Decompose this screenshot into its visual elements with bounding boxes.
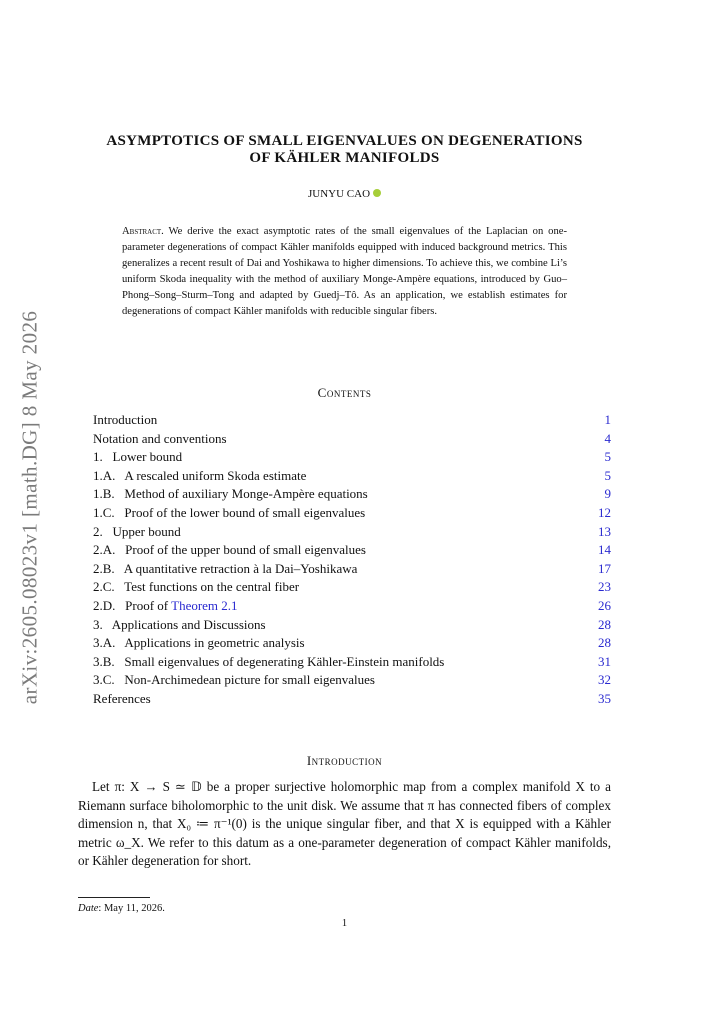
toc-page-link[interactable]: 31 [598,653,611,669]
toc-page-link[interactable]: 5 [604,449,611,465]
toc-page-link[interactable]: 23 [598,579,611,595]
toc-entry[interactable] [93,541,611,560]
toc-page-link[interactable]: 12 [598,504,611,520]
toc-label: 3.B. Small eigenvalues of degenerating Kähler-Einstein manifolds [93,653,445,669]
toc-entry[interactable] [93,671,611,690]
toc-page-link[interactable]: 1 [604,412,611,427]
toc-entry[interactable] [93,578,611,597]
toc-entry[interactable] [93,634,611,653]
toc-entry[interactable] [93,560,611,579]
toc-label: 2.B. A quantitative retraction à la Dai–Yoshikawa [93,560,358,576]
toc-page-link[interactable]: 5 [604,467,611,483]
toc-label: References [93,690,151,706]
table-of-contents [93,411,611,709]
abstract-text: We derive the exact asymptotic rates of the small eigenvalues of the Laplacian on one-parameter degenerations of compact Kähler manifolds equipped with induced background metrics. This generalizes a recent result of Dai and Yoshikawa to higher dimensions. To achieve this, we combine Li’s uniform Skoda inequality with the method of auxiliary Monge-Ampère equations, introduced by Guo–Phong–Song–Sturm–Tong and adapted by Guedj–Tô. As an application, we establish estimates for degenerations of compact Kähler manifolds with reducible singular fibers. [122,226,567,318]
toc-page-link[interactable]: 35 [598,690,611,706]
toc-entry[interactable] [93,504,611,523]
toc-entry[interactable] [93,597,611,616]
toc-page-link[interactable]: 14 [598,542,611,558]
arxiv-identifier [10,285,50,730]
toc-label: 2.C. Test functions on the central fiber [93,579,300,595]
toc-page-link[interactable]: 13 [598,523,611,539]
toc-entry[interactable] [93,690,611,709]
toc-entry[interactable] [93,485,611,504]
author-name: JUNYU CAO [307,188,371,200]
toc-label: 2. Upper bound [93,523,181,539]
toc-label: 3.C. Non-Archimedean picture for small eigenvalues [93,672,375,688]
toc-page-link[interactable]: 28 [598,616,611,632]
toc-entry[interactable] [93,523,611,542]
toc-entry[interactable] [93,430,611,449]
toc-entry[interactable] [93,467,611,486]
footnote-rule [78,897,150,898]
toc-entry[interactable] [93,411,611,430]
contents-heading: Contents [317,385,372,400]
toc-label: 1.B. Method of auxiliary Monge-Ampère equations [93,486,368,502]
toc-page-link[interactable]: 9 [604,486,611,502]
title-line-2: OF KÄHLER MANIFOLDS [249,150,440,166]
toc-label: 1.A. A rescaled uniform Skoda estimate [93,467,307,483]
toc-label: Notation and conventions [93,430,227,446]
toc-entry[interactable] [93,616,611,635]
introduction-heading: Introduction [306,753,383,768]
toc-label-with-link [93,597,238,616]
toc-label: 2.D. Proof of [93,597,172,613]
toc-label: 3. Applications and Discussions [93,616,266,632]
abstract [122,224,567,321]
orcid-icon[interactable] [373,189,381,197]
toc-label: 1. Lower bound [93,449,183,465]
arxiv-identifier-text: arXiv:2605.08023v1 [math.DG] 8 May 2026 [17,310,42,705]
introduction-paragraph: Let π: X → S ≃ 𝔻 be a proper surjective holomorphic map from a complex manifold X to a Riemann surface biholomorphic to the unit disk. We assume that π has connected fibers of complex dimension n, that X₀ ≔ π⁻¹(0) is the unique singular fiber, and that X is equipped with a Kähler metric ω_X. We refer to this datum as a one-parameter degeneration of compact Kähler manifolds, or Kähler degeneration for short. [78,779,611,869]
date-value: : May 11, 2026. [98,903,165,914]
toc-page-link[interactable]: 17 [598,560,611,576]
toc-page-link[interactable]: 28 [598,635,611,651]
toc-entry[interactable] [93,448,611,467]
author-line [78,188,611,200]
abstract-label: Abstract. [122,226,164,237]
date-footnote [78,903,165,914]
toc-page-link[interactable]: 32 [598,672,611,688]
toc-entry[interactable] [93,653,611,672]
toc-label: 2.A. Proof of the upper bound of small eigenvalues [93,542,366,558]
date-label: Date [78,903,99,914]
toc-label: 1.C. Proof of the lower bound of small eigenvalues [93,504,366,520]
toc-label: Introduction [93,412,158,427]
paper-title [78,133,611,167]
page-number: 1 [341,918,348,929]
toc-label: 3.A. Applications in geometric analysis [93,635,305,651]
title-line-1: ASYMPTOTICS OF SMALL EIGENVALUES ON DEGENERATIONS [106,133,583,149]
toc-page-link[interactable]: 4 [604,430,611,446]
toc-page-link[interactable]: 26 [598,597,611,613]
theorem-link[interactable]: Theorem 2.1 [171,597,238,613]
